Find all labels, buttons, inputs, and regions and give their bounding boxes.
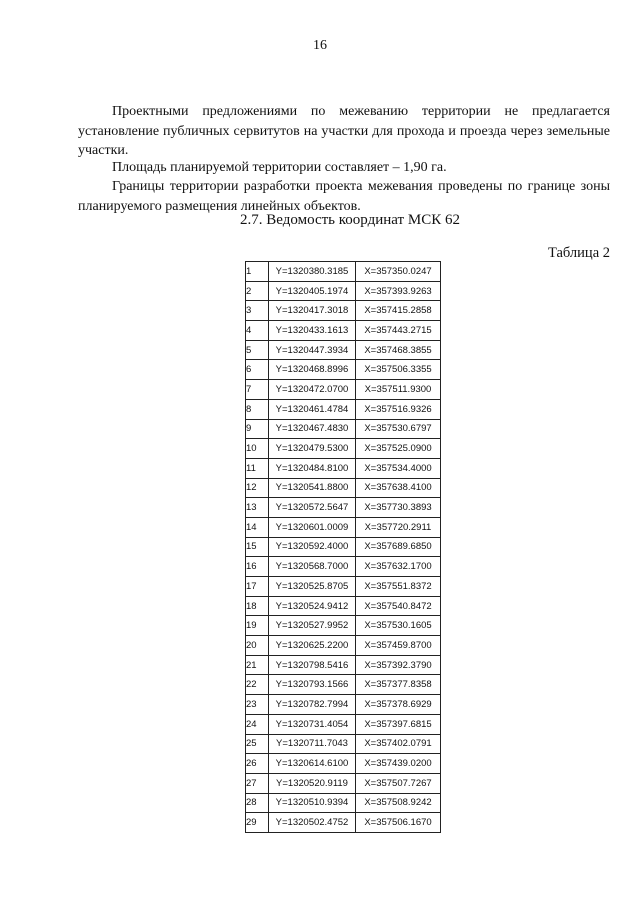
table-row [246, 695, 441, 715]
point-number: 29 [246, 813, 269, 833]
table-row [246, 419, 441, 439]
paragraph-boundaries: Границы территории разработки проекта межевания проведены по границе зоны планируемого размещения линейных объектов. [78, 179, 610, 214]
section-title: 2.7. Ведомость координат МСК 62 [240, 212, 460, 228]
x-coordinate: X=357525.0900 [356, 439, 441, 459]
x-coordinate: X=357530.6797 [356, 419, 441, 439]
x-coordinate: X=357397.6815 [356, 714, 441, 734]
x-coordinate: X=357378.6929 [356, 695, 441, 715]
point-number: 27 [246, 773, 269, 793]
paragraph-area: Площадь планируемой территории составляет – 1,90 га. [112, 160, 447, 175]
y-coordinate: Y=1320461.4784 [269, 399, 356, 419]
x-coordinate: X=357632.1700 [356, 557, 441, 577]
point-number: 21 [246, 655, 269, 675]
x-coordinate: X=357506.1670 [356, 813, 441, 833]
y-coordinate: Y=1320614.6100 [269, 754, 356, 774]
x-coordinate: X=357530.1605 [356, 616, 441, 636]
x-coordinate: X=357377.8358 [356, 675, 441, 695]
table-row [246, 596, 441, 616]
x-coordinate: X=357392.3790 [356, 655, 441, 675]
table-row [246, 321, 441, 341]
x-coordinate: X=357638.4100 [356, 478, 441, 498]
coordinates-table [245, 261, 441, 833]
point-number: 9 [246, 419, 269, 439]
table-row [246, 813, 441, 833]
point-number: 22 [246, 675, 269, 695]
point-number: 20 [246, 636, 269, 656]
table-row [246, 399, 441, 419]
y-coordinate: Y=1320417.3018 [269, 301, 356, 321]
table-label: Таблица 2 [547, 245, 610, 261]
table-row [246, 478, 441, 498]
point-number: 11 [246, 458, 269, 478]
y-coordinate: Y=1320380.3185 [269, 262, 356, 282]
table-row [246, 262, 441, 282]
x-coordinate: X=357459.8700 [356, 636, 441, 656]
y-coordinate: Y=1320592.4000 [269, 537, 356, 557]
table-row [246, 773, 441, 793]
y-coordinate: Y=1320527.9952 [269, 616, 356, 636]
table-row [246, 340, 441, 360]
y-coordinate: Y=1320502.4752 [269, 813, 356, 833]
x-coordinate: X=357393.9263 [356, 281, 441, 301]
point-number: 24 [246, 714, 269, 734]
point-number: 17 [246, 577, 269, 597]
coordinates-table-body [246, 262, 441, 833]
y-coordinate: Y=1320782.7994 [269, 695, 356, 715]
y-coordinate: Y=1320467.4830 [269, 419, 356, 439]
x-coordinate: X=357534.4000 [356, 458, 441, 478]
table-row [246, 458, 441, 478]
y-coordinate: Y=1320524.9412 [269, 596, 356, 616]
x-coordinate: X=357511.9300 [356, 380, 441, 400]
y-coordinate: Y=1320510.9394 [269, 793, 356, 813]
point-number: 10 [246, 439, 269, 459]
point-number: 25 [246, 734, 269, 754]
y-coordinate: Y=1320798.5416 [269, 655, 356, 675]
point-number: 16 [246, 557, 269, 577]
table-row [246, 360, 441, 380]
table-row [246, 616, 441, 636]
x-coordinate: X=357720.2911 [356, 517, 441, 537]
page-number: 16 [313, 38, 327, 53]
point-number: 19 [246, 616, 269, 636]
point-number: 26 [246, 754, 269, 774]
y-coordinate: Y=1320472.0700 [269, 380, 356, 400]
point-number: 4 [246, 321, 269, 341]
point-number: 2 [246, 281, 269, 301]
point-number: 12 [246, 478, 269, 498]
table-row [246, 301, 441, 321]
point-number: 23 [246, 695, 269, 715]
point-number: 14 [246, 517, 269, 537]
x-coordinate: X=357689.6850 [356, 537, 441, 557]
x-coordinate: X=357468.3855 [356, 340, 441, 360]
y-coordinate: Y=1320520.9119 [269, 773, 356, 793]
table-row [246, 734, 441, 754]
x-coordinate: X=357439.0200 [356, 754, 441, 774]
y-coordinate: Y=1320484.8100 [269, 458, 356, 478]
x-coordinate: X=357506.3355 [356, 360, 441, 380]
table-row [246, 793, 441, 813]
x-coordinate: X=357443.2715 [356, 321, 441, 341]
table-row [246, 557, 441, 577]
table-row [246, 655, 441, 675]
point-number: 18 [246, 596, 269, 616]
table-row [246, 439, 441, 459]
table-row [246, 577, 441, 597]
table-row [246, 281, 441, 301]
y-coordinate: Y=1320479.5300 [269, 439, 356, 459]
table-row [246, 517, 441, 537]
x-coordinate: X=357507.7267 [356, 773, 441, 793]
x-coordinate: X=357508.9242 [356, 793, 441, 813]
y-coordinate: Y=1320568.7000 [269, 557, 356, 577]
y-coordinate: Y=1320711.7043 [269, 734, 356, 754]
x-coordinate: X=357540.8472 [356, 596, 441, 616]
y-coordinate: Y=1320468.8996 [269, 360, 356, 380]
x-coordinate: X=357551.8372 [356, 577, 441, 597]
y-coordinate: Y=1320433.1613 [269, 321, 356, 341]
x-coordinate: X=357516.9326 [356, 399, 441, 419]
point-number: 1 [246, 262, 269, 282]
x-coordinate: X=357415.2858 [356, 301, 441, 321]
point-number: 5 [246, 340, 269, 360]
point-number: 3 [246, 301, 269, 321]
table-row [246, 714, 441, 734]
table-row [246, 675, 441, 695]
y-coordinate: Y=1320572.5647 [269, 498, 356, 518]
x-coordinate: X=357350.0247 [356, 262, 441, 282]
y-coordinate: Y=1320793.1566 [269, 675, 356, 695]
y-coordinate: Y=1320405.1974 [269, 281, 356, 301]
table-row [246, 498, 441, 518]
point-number: 15 [246, 537, 269, 557]
paragraph-servitudes: Проектными предложениями по межеванию территории не предлагается установление публичных сервитутов на участки для прохода и проезда через земельные участки. [78, 104, 610, 158]
y-coordinate: Y=1320731.4054 [269, 714, 356, 734]
y-coordinate: Y=1320525.8705 [269, 577, 356, 597]
y-coordinate: Y=1320447.3934 [269, 340, 356, 360]
point-number: 6 [246, 360, 269, 380]
y-coordinate: Y=1320601.0009 [269, 517, 356, 537]
table-row [246, 754, 441, 774]
table-row [246, 380, 441, 400]
x-coordinate: X=357402.0791 [356, 734, 441, 754]
point-number: 8 [246, 399, 269, 419]
y-coordinate: Y=1320625.2200 [269, 636, 356, 656]
point-number: 7 [246, 380, 269, 400]
table-row [246, 636, 441, 656]
point-number: 13 [246, 498, 269, 518]
table-row [246, 537, 441, 557]
y-coordinate: Y=1320541.8800 [269, 478, 356, 498]
x-coordinate: X=357730.3893 [356, 498, 441, 518]
point-number: 28 [246, 793, 269, 813]
